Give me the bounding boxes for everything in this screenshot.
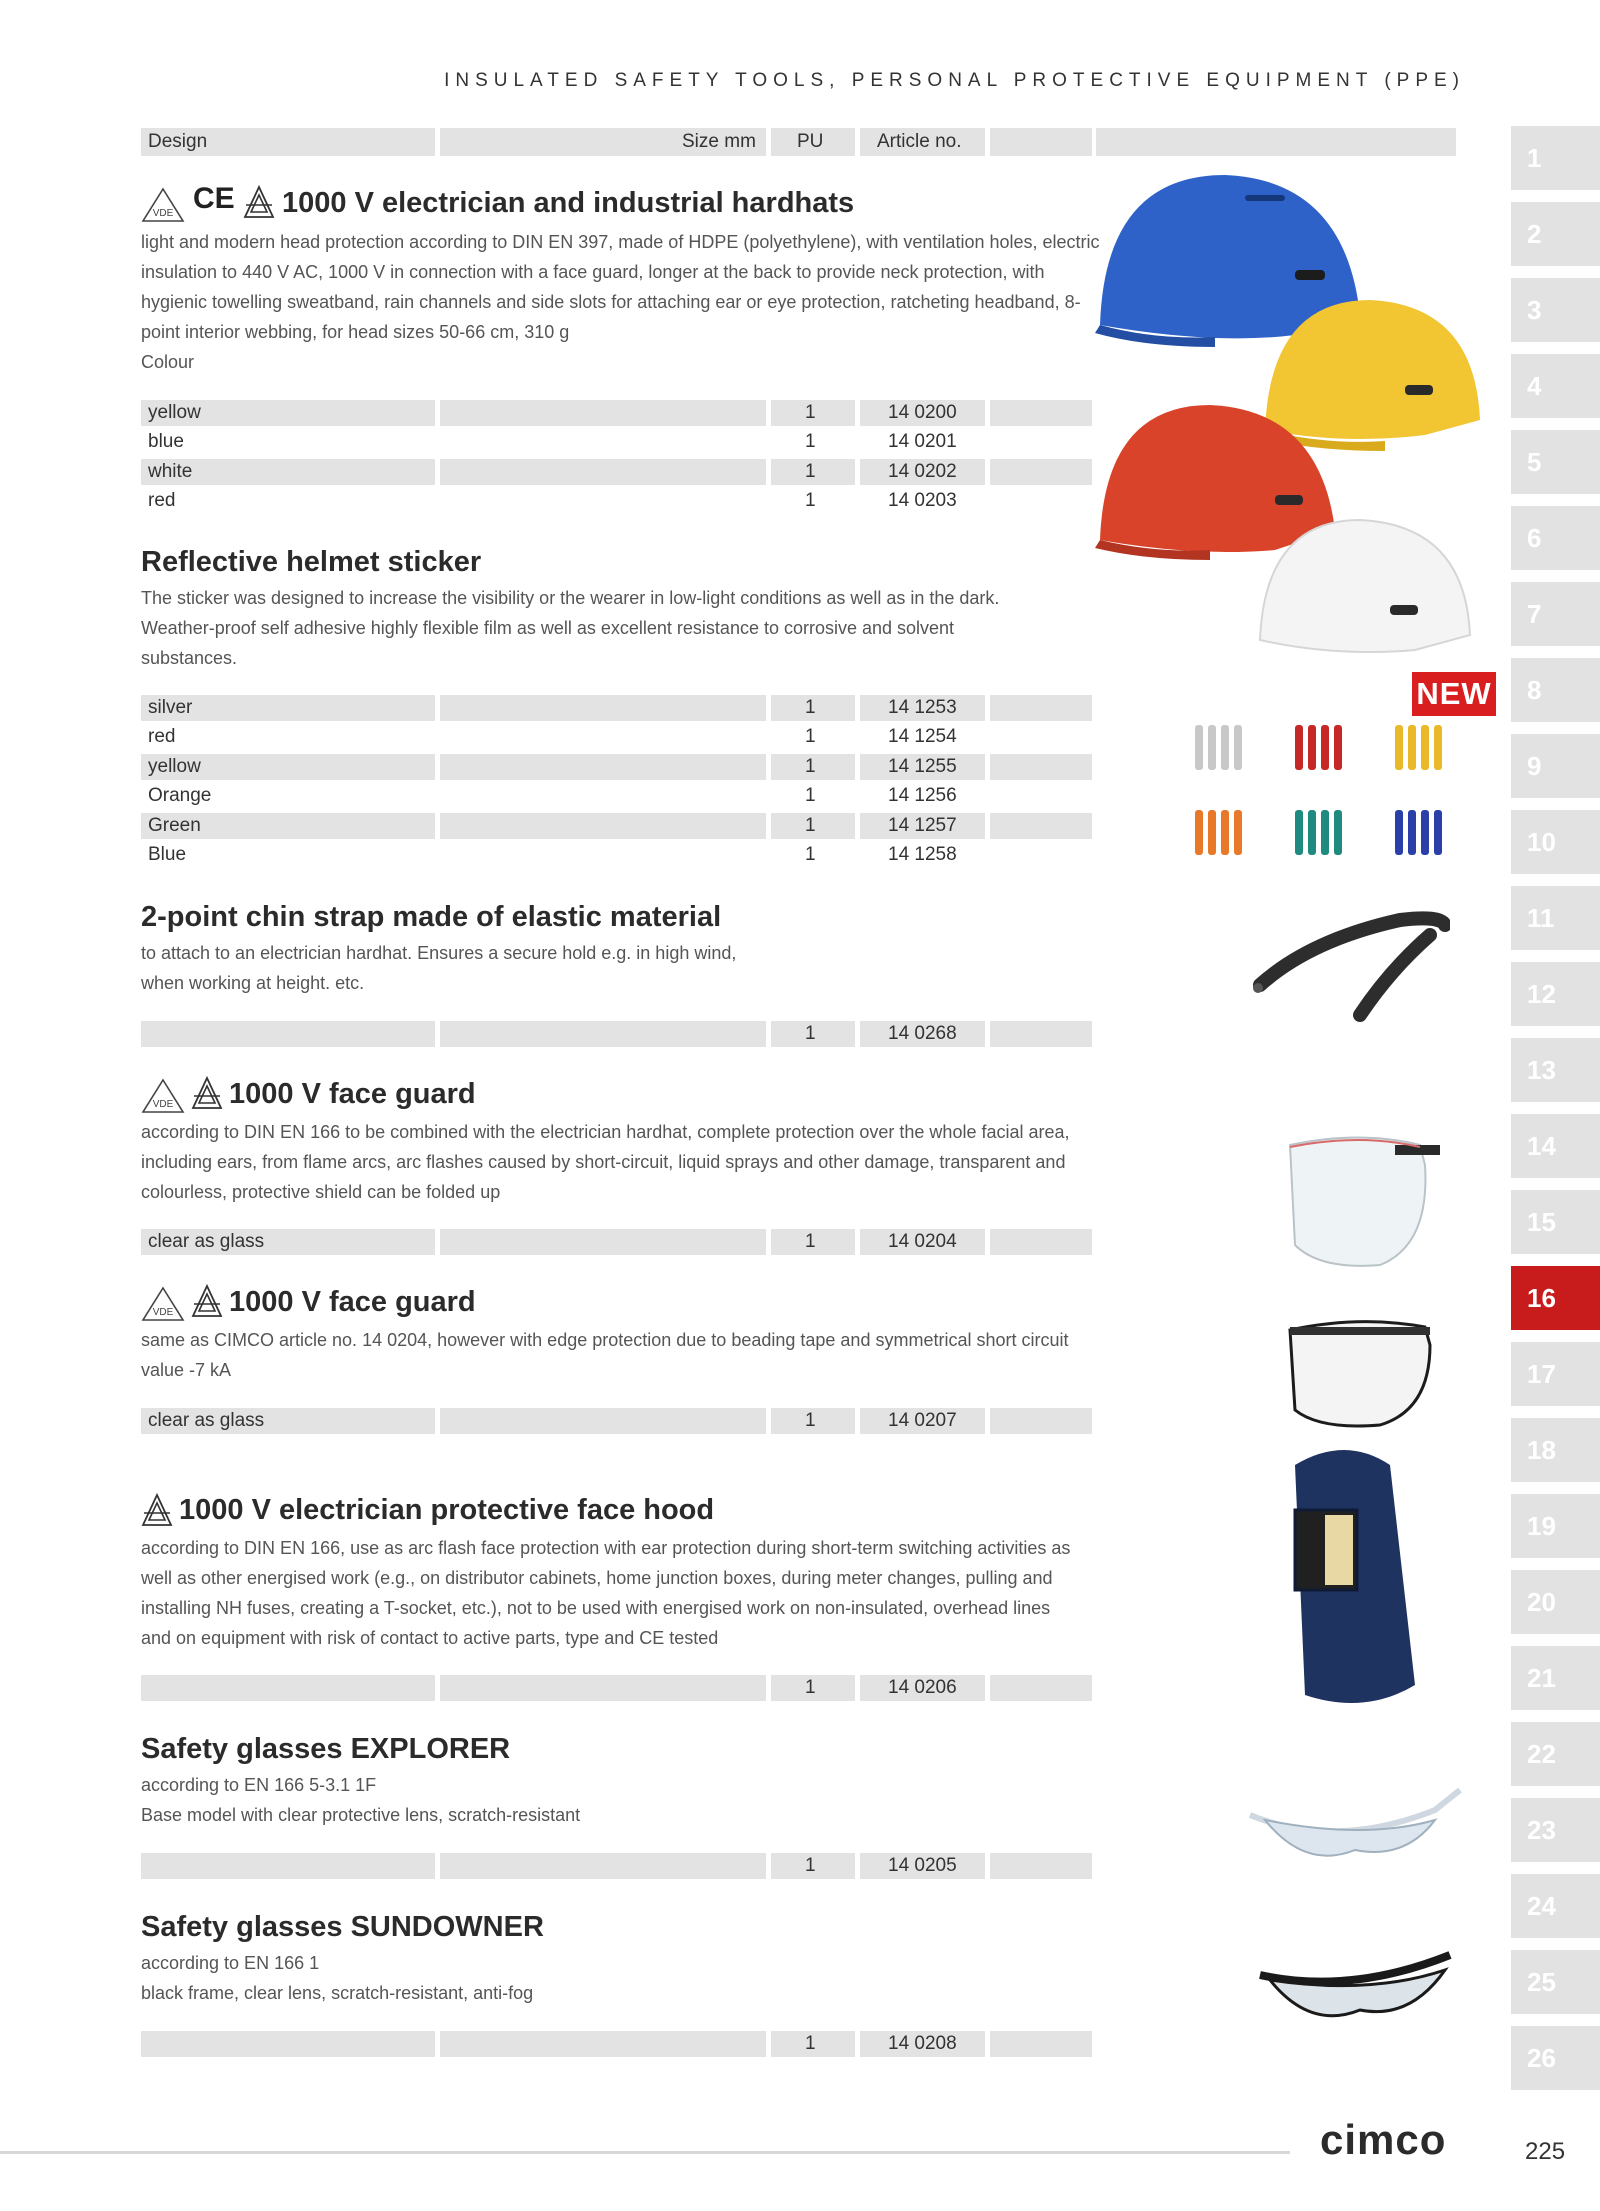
cell-article: 14 0268 [888,1023,957,1044]
tab-19[interactable]: 19 [1511,1494,1600,1558]
cell-article: 14 0200 [888,402,957,423]
tab-20[interactable]: 20 [1511,1570,1600,1634]
cell-pu: 1 [805,785,816,806]
cell-pu: 1 [805,844,816,865]
helmet-stickers-image [1190,720,1460,870]
cell-article: 14 0203 [888,490,957,511]
cell-design: Blue [148,844,187,865]
section-description: according to DIN EN 166 to be combined with the electrician hardhat, complete protection over the whole facial area, including ears, from flame arcs, arc flashes caused by short-circuit, liquid sprays and other damage, transparent and colourless, protective shield can be folded up [141,1122,1070,1202]
face-hood-image [1265,1435,1425,1715]
section-title: Reflective helmet sticker [141,546,482,578]
svg-text:VDE: VDE [152,1099,174,1110]
tab-16[interactable]: 16 [1511,1266,1600,1330]
section-description: The sticker was designed to increase the visibility or the wearer in low-light conditions as well as in the dark. Weather-proof self adhesive highly flexible film as well as excellent resistance to corrosive and solvent substances. [141,588,1000,668]
cell-article: 14 0201 [888,431,957,452]
svg-text:VDE: VDE [152,1307,174,1318]
vde-icon [141,1078,185,1114]
cell-article: 14 0206 [888,1677,957,1698]
hardhats-image [1095,165,1495,665]
section-title: 1000 V face guard [229,1078,476,1110]
tab-5[interactable]: 5 [1511,430,1600,494]
section-title: 1000 V electrician protective face hood [179,1494,715,1526]
section-description: according to EN 166 5-3.1 1F Base model with clear protective lens, scratch-resistant [141,1775,581,1825]
cell-design: yellow [148,402,201,423]
tab-8[interactable]: 8 [1511,658,1600,722]
page-number: 225 [1525,2138,1566,2165]
face-guard-edge-image [1280,1315,1450,1435]
cell-article: 14 1257 [888,815,957,836]
tab-26[interactable]: 26 [1511,2026,1600,2090]
tab-21[interactable]: 21 [1511,1646,1600,1710]
double-triangle-icon [141,1493,173,1527]
section-description: same as CIMCO article no. 14 0204, however with edge protection due to beading tape and symmetrical short circuit value -7 kA [141,1330,1069,1380]
cell-pu: 1 [805,726,816,747]
cell-article: 14 0205 [888,1855,957,1876]
cell-article: 14 0207 [888,1410,957,1431]
sundowner-glasses-image [1250,1935,1470,2045]
cell-pu: 1 [805,756,816,777]
cell-design: white [148,461,193,482]
tab-13[interactable]: 13 [1511,1038,1600,1102]
tab-22[interactable]: 22 [1511,1722,1600,1786]
section-title: Safety glasses SUNDOWNER [141,1911,544,1943]
section-description: according to DIN EN 166, use as arc flash face protection with ear protection during short-term switching activities as well as other energised work (e.g., on distributor cabinets, home junction boxes, during meter changes, pulling and installing NH fuses, creating a T-socket, etc.), not to be used with energised work on non-insulated, overhead lines and on equipment with risk of contact to active parts, type and CE tested [141,1538,1071,1648]
section-title: Safety glasses EXPLORER [141,1733,511,1765]
tab-1[interactable]: 1 [1511,126,1600,190]
section-description: to attach to an electrician hardhat. Ensures a secure hold e.g. in high wind, when working at height. etc. [141,943,737,993]
cell-pu: 1 [805,815,816,836]
chin-strap-image [1250,900,1450,1030]
cell-pu: 1 [805,2033,816,2054]
cell-design: red [148,490,176,511]
cell-pu: 1 [805,461,816,482]
colour-label: Colour [141,352,195,372]
page-header-title: INSULATED SAFETY TOOLS, PERSONAL PROTECTIVE EQUIPMENT (PPE) [444,70,1465,91]
cell-pu: 1 [805,1410,816,1431]
cell-article: 14 1255 [888,756,957,777]
tab-6[interactable]: 6 [1511,506,1600,570]
vde-icon [141,1286,185,1322]
cell-article: 14 0208 [888,2033,957,2054]
double-triangle-icon [243,185,275,219]
cell-pu: 1 [805,1855,816,1876]
column-pu: PU [797,131,824,152]
cell-design: Orange [148,785,212,806]
new-badge: NEW [1412,672,1496,716]
cell-design: clear as glass [148,1231,265,1252]
column-design: Design [148,131,208,152]
tab-3[interactable]: 3 [1511,278,1600,342]
cell-pu: 1 [805,1677,816,1698]
cell-pu: 1 [805,402,816,423]
tab-17[interactable]: 17 [1511,1342,1600,1406]
section-title: 2-point chin strap made of elastic material [141,901,722,933]
cell-design: silver [148,697,193,718]
tab-12[interactable]: 12 [1511,962,1600,1026]
cimco-logo: cimco [1320,2116,1447,2163]
column-article: Article no. [877,131,962,152]
cell-article: 14 1258 [888,844,957,865]
cell-pu: 1 [805,490,816,511]
face-guard-image [1280,1125,1450,1275]
cell-article: 14 1253 [888,697,957,718]
tab-15[interactable]: 15 [1511,1190,1600,1254]
double-triangle-icon [191,1076,223,1110]
section-title: 1000 V electrician and industrial hardhats [282,187,855,219]
cell-design: red [148,726,176,747]
tab-14[interactable]: 14 [1511,1114,1600,1178]
tab-23[interactable]: 23 [1511,1798,1600,1862]
cell-design: Green [148,815,201,836]
cell-design: blue [148,431,184,452]
tab-18[interactable]: 18 [1511,1418,1600,1482]
double-triangle-icon [191,1284,223,1318]
tab-7[interactable]: 7 [1511,582,1600,646]
column-size: Size mm [682,131,756,152]
svg-text:VDE: VDE [152,208,174,219]
cell-pu: 1 [805,697,816,718]
tab-4[interactable]: 4 [1511,354,1600,418]
ce-icon: CE [193,182,235,215]
tab-2[interactable]: 2 [1511,202,1600,266]
cell-article: 14 1254 [888,726,957,747]
tab-11[interactable]: 11 [1511,886,1600,950]
cell-pu: 1 [805,1231,816,1252]
section-description: according to EN 166 1 black frame, clear lens, scratch-resistant, anti-fog [141,1953,534,2003]
cell-pu: 1 [805,431,816,452]
cell-design: clear as glass [148,1410,265,1431]
tab-9[interactable]: 9 [1511,734,1600,798]
section-description: light and modern head protection according to DIN EN 397, made of HDPE (polyethylene), with ventilation holes, electric insulation to 440 V AC, 1000 V in connection with a face guard, longer at the back to provide neck protection, with hygienic towelling sweatband, rain channels and side slots for attaching ear or eye protection, ratcheting headband, 8-point interior webbing, for head sizes 50-66 cm, 310 g [141,232,1100,342]
tab-24[interactable]: 24 [1511,1874,1600,1938]
cell-article: 14 1256 [888,785,957,806]
explorer-glasses-image [1245,1770,1465,1880]
tab-25[interactable]: 25 [1511,1950,1600,2014]
footer-rule [0,2151,1290,2154]
cell-article: 14 0204 [888,1231,957,1252]
cell-design: yellow [148,756,201,777]
vde-icon [141,187,185,223]
cell-article: 14 0202 [888,461,957,482]
tab-10[interactable]: 10 [1511,810,1600,874]
section-title: 1000 V face guard [229,1286,476,1318]
cell-pu: 1 [805,1023,816,1044]
